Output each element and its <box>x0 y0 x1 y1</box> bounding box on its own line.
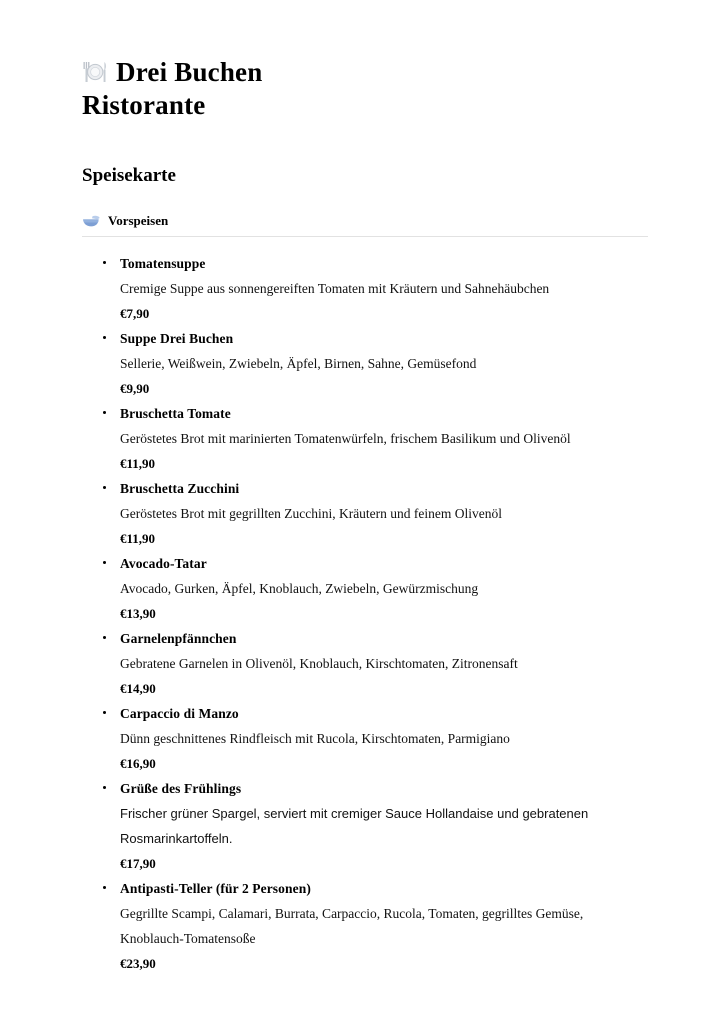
fork-plate-knife-icon <box>82 60 108 84</box>
menu-item-description: Cremige Suppe aus sonnengereiften Tomaten mit Kräutern und Sahnehäubchen <box>120 281 550 296</box>
page-title-text: Drei Buchen Ristorante <box>82 57 263 120</box>
menu-item-name: Suppe Drei Buchen <box>120 331 234 346</box>
section-divider <box>82 236 648 237</box>
menu-item <box>82 401 648 476</box>
menu-item <box>82 776 648 876</box>
menu-item-name: Garnelenpfännchen <box>120 631 237 646</box>
subsection-label: Vorspeisen <box>108 213 169 228</box>
menu-item-description: Gebratene Garnelen in Olivenöl, Knoblauch, Kirschtomaten, Zitronensaft <box>120 656 518 671</box>
menu-item-description: Gegrillte Scampi, Calamari, Burrata, Carpaccio, Rucola, Tomaten, gegrilltes Gemüse, Knoblauch-Tomatensoße <box>120 906 584 946</box>
menu-item-description: Dünn geschnittenes Rindfleisch mit Rucola, Kirschtomaten, Parmigiano <box>120 731 510 746</box>
menu-item-description: Geröstetes Brot mit marinierten Tomatenwürfeln, frischem Basilikum und Olivenöl <box>120 431 571 446</box>
menu-item-name: Bruschetta Zucchini <box>120 481 240 496</box>
menu-item-price: €13,90 <box>120 606 156 621</box>
menu-item-description: Avocado, Gurken, Äpfel, Knoblauch, Zwiebeln, Gewürzmischung <box>120 581 479 596</box>
menu-item-description: Geröstetes Brot mit gegrillten Zucchini, Kräutern und feinem Olivenöl <box>120 506 503 521</box>
menu-item-name: Antipasti-Teller (für 2 Personen) <box>120 881 311 896</box>
menu-item-description: Frischer grüner Spargel, serviert mit cremiger Sauce Hollandaise und gebratenen Rosmarinkartoffeln. <box>120 806 589 846</box>
menu-item-price: €16,90 <box>120 756 156 771</box>
menu-item-name: Avocado-Tatar <box>120 556 207 571</box>
menu-item-price: €17,90 <box>120 856 156 871</box>
menu-item <box>82 326 648 401</box>
menu-item-name: Bruschetta Tomate <box>120 406 231 421</box>
menu-item-price: €23,90 <box>120 956 156 971</box>
menu-item-name: Carpaccio di Manzo <box>120 706 239 721</box>
bowl-with-spoon-icon <box>82 214 101 228</box>
menu-item-list <box>82 251 648 976</box>
menu-item <box>82 626 648 701</box>
menu-item-price: €9,90 <box>120 381 150 396</box>
menu-item <box>82 701 648 776</box>
menu-item <box>82 251 648 326</box>
menu-item-description: Sellerie, Weißwein, Zwiebeln, Äpfel, Birnen, Sahne, Gemüsefond <box>120 356 477 371</box>
menu-item-price: €11,90 <box>120 456 156 471</box>
subsection-vorspeisen <box>82 212 648 976</box>
menu-item-price: €7,90 <box>120 306 150 321</box>
menu-item <box>82 876 648 976</box>
menu-item-name: Tomatensuppe <box>120 256 206 271</box>
page-title <box>82 56 382 122</box>
menu-item-name: Grüße des Frühlings <box>120 781 242 796</box>
menu-item <box>82 551 648 626</box>
menu-item <box>82 476 648 551</box>
subsection-title <box>82 212 648 230</box>
menu-item-price: €11,90 <box>120 531 156 546</box>
section-heading-speisekarte: Speisekarte <box>82 165 176 186</box>
menu-item-price: €14,90 <box>120 681 156 696</box>
